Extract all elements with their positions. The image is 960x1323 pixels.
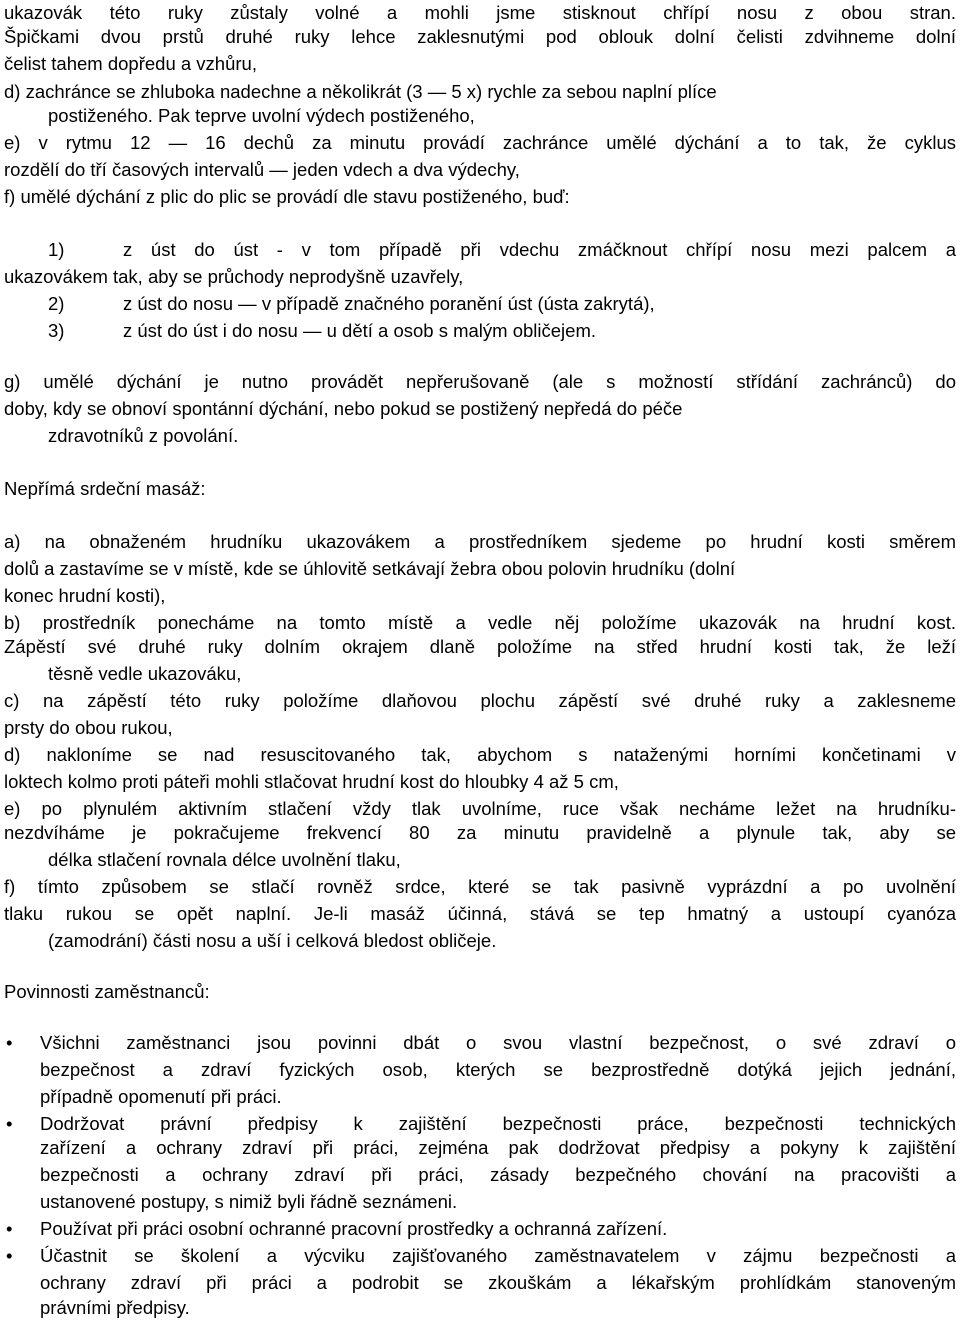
list-item-g: g) umělé dýchání je nutno provádět nepřerušovaně (ale s možností střídání zachránců) do bbox=[4, 371, 956, 392]
bullet-icon: • bbox=[6, 1245, 13, 1266]
bullet-text: Účastnit se školení a výcviku zajišťovaného zaměstnavatelem v zájmu bezpečnosti a bbox=[40, 1245, 956, 1266]
text-line: ukazovák této ruky zůstaly volné a mohli jsme stisknout chřípí nosu z obou stran. bbox=[4, 2, 956, 23]
text-line: tlaku rukou se opět naplní. Je-li masáž účinná, stává se tep hmatný a ustoupí cyanóza bbox=[4, 903, 956, 924]
text-line: Zápěstí své druhé ruky dolním okrajem dlaně položíme na střed hrudní kosti tak, že leží bbox=[4, 636, 956, 657]
section-heading: Povinnosti zaměstnanců: bbox=[4, 981, 210, 1002]
text-line: čelist tahem dopředu a vzhůru, bbox=[4, 53, 257, 74]
method-text: z úst do úst i do nosu — u dětí a osob s malým obličejem. bbox=[123, 320, 597, 341]
bullet-icon: • bbox=[6, 1218, 13, 1239]
text-line: Špičkami dvou prstů druhé ruky lehce zaklesnutými pod oblouk dolní čelisti zdvihneme dolní bbox=[4, 26, 956, 47]
list-item-d: d) nakloníme se nad resuscitovaného tak, abychom s nataženými horními končetinami v bbox=[4, 744, 956, 765]
text-line: rozdělí do tří časových intervalů — jeden vdech a dva výdechy, bbox=[4, 159, 520, 180]
list-item-f: f) tímto způsobem se stlačí rovněž srdce, které se tak pasivně vyprázdní a po uvolnění bbox=[4, 876, 956, 897]
bullet-text: ustanovené postupy, s nimiž byli řádně seznámeni. bbox=[40, 1191, 458, 1212]
bullet-text: právními předpisy. bbox=[40, 1297, 190, 1318]
text-line: dolů a zastavíme se v místě, kde se úhlovitě setkávají žebra obou polovin hrudníku (dolní bbox=[4, 558, 736, 579]
bullet-text: bezpečnost a zdraví fyzických osob, kterých se bezprostředně dotýká jejich jednání, bbox=[40, 1059, 956, 1080]
text-line: délka stlačení rovnala délce uvolnění tlaku, bbox=[48, 849, 401, 870]
text-line: těsně vedle ukazováku, bbox=[48, 663, 242, 684]
method-text: z úst do nosu — v případě značného poranění úst (ústa zakrytá), bbox=[123, 293, 655, 314]
bullet-text: bezpečnosti a ochrany zdraví při práci, zásady bezpečného chování na pracovišti a bbox=[40, 1164, 956, 1185]
bullet-text: ochrany zdraví při práci a podrobit se zkouškám a lékařským prohlídkám stanoveným bbox=[40, 1272, 956, 1293]
text-line: prsty do obou rukou, bbox=[4, 717, 173, 738]
bullet-icon: • bbox=[6, 1113, 13, 1134]
list-item-e: e) v rytmu 12 — 16 dechů za minutu provádí zachránce umělé dýchání a to tak, že cyklus bbox=[4, 132, 956, 153]
bullet-text: Používat při práci osobní ochranné pracovní prostředky a ochranná zařízení. bbox=[40, 1218, 668, 1239]
method-number: 3) bbox=[48, 320, 65, 341]
bullet-icon: • bbox=[6, 1032, 13, 1053]
list-item-f: f) umělé dýchání z plic do plic se provádí dle stavu postiženého, buď: bbox=[4, 186, 570, 207]
text-line: postiženého. Pak teprve uvolní výdech postiženého, bbox=[48, 105, 475, 126]
text-line: doby, kdy se obnoví spontánní dýchání, nebo pokud se postižený nepředá do péče bbox=[4, 398, 683, 419]
bullet-text: Dodržovat právní předpisy k zajištění bezpečnosti práce, bezpečnosti technických bbox=[40, 1113, 956, 1134]
list-item-c: c) na zápěstí této ruky položíme dlaňovou plochu zápěstí své druhé ruky a zaklesneme bbox=[4, 690, 956, 711]
text-line: zdravotníků z povolání. bbox=[48, 425, 239, 446]
list-item-d: d) zachránce se zhluboka nadechne a několikrát (3 — 5 x) rychle za sebou naplní plíce bbox=[4, 81, 717, 102]
text-line: nezdvíháme je pokračujeme frekvencí 80 za minutu pravidelně a plynule tak, aby se bbox=[4, 822, 956, 843]
method-text: z úst do úst - v tom případě při vdechu zmáčknout chřípí nosu mezi palcem a bbox=[123, 239, 956, 260]
list-item-e: e) po plynulém aktivním stlačení vždy tlak uvolníme, ruce však necháme ležet na hrudníku- bbox=[4, 798, 956, 819]
text-line: ukazovákem tak, aby se průchody neprodyšně uzavřely, bbox=[4, 266, 464, 287]
text-line: (zamodrání) části nosu a uší i celková bledost obličeje. bbox=[48, 930, 497, 951]
method-number: 2) bbox=[48, 293, 65, 314]
list-item-a: a) na obnaženém hrudníku ukazovákem a prostředníkem sjedeme po hrudní kosti směrem bbox=[4, 531, 956, 552]
list-item-b: b) prostředník ponecháme na tomto místě a vedle něj položíme ukazovák na hrudní kost. bbox=[4, 612, 956, 633]
text-line: loktech kolmo proti páteři mohli stlačovat hrudní kost do hloubky 4 až 5 cm, bbox=[4, 771, 619, 792]
bullet-text: Všichni zaměstnanci jsou povinni dbát o svou vlastní bezpečnost, o své zdraví o bbox=[40, 1032, 956, 1053]
bullet-text: případně opomenutí při práci. bbox=[40, 1086, 282, 1107]
text-line: konec hrudní kosti), bbox=[4, 585, 166, 606]
method-number: 1) bbox=[48, 239, 65, 260]
section-heading: Nepřímá srdeční masáž: bbox=[4, 478, 206, 499]
bullet-text: zařízení a ochrany zdraví při práci, zejména pak dodržovat předpisy a pokyny k zajištění bbox=[40, 1137, 956, 1158]
